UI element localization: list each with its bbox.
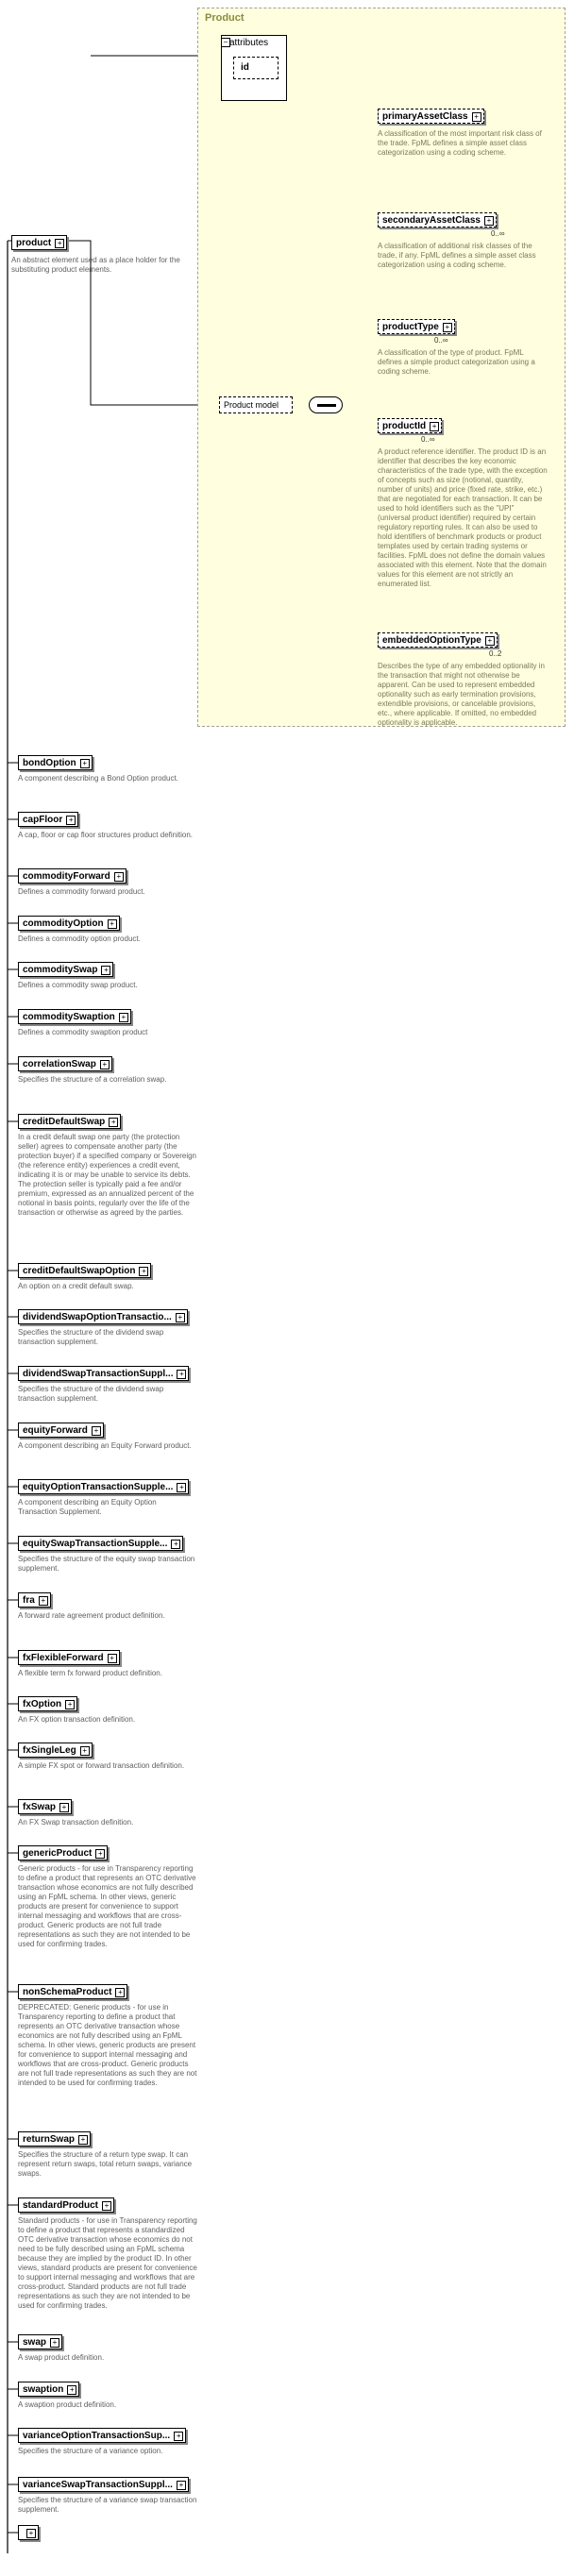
expand-icon[interactable] <box>65 1700 75 1709</box>
element-label: creditDefaultSwapOption <box>23 1266 136 1276</box>
element-description: A simple FX spot or forward transaction definition. <box>18 1761 185 1770</box>
substitute-element[interactable] <box>18 1536 183 1551</box>
product-description: An abstract element used as a place holder for the substituting product elements. <box>11 256 180 274</box>
element-label: correlationSwap <box>23 1059 96 1069</box>
cardinality: 0..∞ <box>434 336 448 345</box>
element-label: dividendSwapOptionTransactio... <box>23 1312 172 1322</box>
element-description: A swaption product definition. <box>18 2400 117 2409</box>
element-description: In a credit default swap one party (the protection seller) agrees to compensate another party (the protection buyer) if a specified company or Sovereign (the reference entity) experiences a credit event, indicating it is or may be unable to service its debts. The protection seller is typically paid a fee and/or premium, expressed as an annualized percent of the notional in basis points, regularly over the life of the transaction or otherwise as agreed by the parties. <box>18 1133 196 1217</box>
attributes-box <box>221 35 287 101</box>
element-label: standardProduct <box>23 2200 99 2211</box>
child-secondaryAssetClass[interactable] <box>378 212 497 227</box>
child-primaryAssetClass[interactable] <box>378 109 484 124</box>
element-label: fra <box>23 1595 35 1606</box>
substitute-element[interactable] <box>18 1479 189 1494</box>
product-model-box[interactable]: Product model <box>219 396 293 413</box>
expand-icon[interactable] <box>443 323 452 332</box>
substitute-element[interactable] <box>18 2477 189 2492</box>
child-label: secondaryAssetClass <box>382 215 481 226</box>
expand-icon[interactable] <box>176 1313 185 1322</box>
element-description: A flexible term fx forward product definition. <box>18 1669 162 1677</box>
element-description: A cap, floor or cap floor structures product definition. <box>18 831 193 839</box>
substitute-element[interactable] <box>18 1845 108 1860</box>
expand-icon[interactable] <box>139 1267 148 1276</box>
cardinality: 0..2 <box>489 649 502 658</box>
element-description: Defines a commodity swap product. <box>18 981 138 989</box>
attribute-id[interactable]: id <box>233 57 279 79</box>
element-label: fxOption <box>23 1699 62 1709</box>
group-title: Product <box>205 12 245 24</box>
element-description: A forward rate agreement product definition. <box>18 1611 165 1620</box>
element-label: genericProduct <box>23 1848 93 1859</box>
substitute-element[interactable] <box>18 1984 127 1999</box>
element-label: equityForward <box>23 1425 88 1436</box>
cardinality: 0..∞ <box>421 435 435 444</box>
substitute-element[interactable] <box>18 1743 93 1758</box>
expand-icon[interactable] <box>67 2385 76 2395</box>
substitute-element[interactable] <box>18 1009 131 1024</box>
child-productType[interactable] <box>378 319 455 334</box>
element-label: capFloor <box>23 815 63 825</box>
element-label: swap <box>23 2337 47 2348</box>
element-description: Specifies the structure of a return type swap. It can represent return swaps, total return swaps, variance swaps. <box>18 2150 193 2178</box>
child-description: Describes the type of any embedded optionality in the transaction that might not otherwise be apparent. Can be used to represent embedded optionality such as early termination provisions, extendible provisions, or cancelable provisions, etc., where applicable. If omitted, no embedded optionality is applicable. <box>378 662 545 727</box>
element-label: varianceOptionTransactionSup... <box>23 2431 171 2441</box>
element-description: Defines a commodity swaption product <box>18 1028 148 1036</box>
child-description: A classification of additional risk classes of the trade, if any. FpML defines a simple asset class categorization using a coding scheme. <box>378 242 536 269</box>
expand-icon[interactable] <box>50 2338 59 2348</box>
child-label: embeddedOptionType <box>382 635 481 646</box>
substitute-element[interactable] <box>18 2428 186 2443</box>
expand-icon[interactable] <box>95 1849 105 1859</box>
element-description: An FX option transaction definition. <box>18 1715 136 1724</box>
element-description: DEPRECATED: Generic products - for use in Transparency reporting to define a product that represents an OTC derivative transaction whose economics are not fully described using an FpML schema. In other views, generic products are present for convenience to support internal messaging and workflows that are cross-product. Generic products are not full trade representations as such they are not intended to be used for confirming trades. <box>18 2003 197 2087</box>
expand-icon[interactable] <box>177 1370 186 1379</box>
expand-icon[interactable] <box>171 1540 180 1549</box>
element-description: Specifies the structure of a correlation swap. <box>18 1075 167 1084</box>
child-description: A classification of the most important risk class of the trade. FpML defines a simple asset class categorization using a coding scheme. <box>378 129 542 157</box>
cardinality: 0..∞ <box>491 229 505 238</box>
substitute-element[interactable] <box>18 1696 77 1711</box>
expand-icon[interactable] <box>108 1654 117 1663</box>
expand-icon[interactable] <box>472 112 481 122</box>
element-description: A component describing a Bond Option product. <box>18 774 178 783</box>
element-label: swaption <box>23 2384 64 2395</box>
expand-icon[interactable] <box>80 759 90 768</box>
element-description: Specifies the structure of the dividend swap transaction supplement. <box>18 1328 164 1346</box>
element-description: Specifies the structure of the dividend swap transaction supplement. <box>18 1385 164 1403</box>
expand-icon[interactable] <box>39 1596 48 1606</box>
substitute-element[interactable] <box>18 2197 114 2213</box>
element-label: creditDefaultSwap <box>23 1117 106 1127</box>
expand-icon[interactable] <box>119 1013 128 1022</box>
element-label: returnSwap <box>23 2134 76 2145</box>
expand-icon[interactable] <box>59 1803 69 1812</box>
substitute-element[interactable] <box>18 1056 112 1071</box>
child-productId[interactable] <box>378 418 442 433</box>
expand-icon[interactable] <box>485 636 495 646</box>
element-label: equityOptionTransactionSupple... <box>23 1482 174 1492</box>
element-label: bondOption <box>23 758 76 768</box>
substitute-element[interactable] <box>18 2334 62 2349</box>
expand-icon[interactable] <box>430 422 439 431</box>
element-label: commoditySwaption <box>23 1012 115 1022</box>
substitute-element[interactable] <box>18 1309 188 1324</box>
expand-icon[interactable] <box>174 2432 183 2441</box>
element-description: An FX Swap transaction definition. <box>18 1818 134 1827</box>
element-description: A component describing an Equity Forward product. <box>18 1441 192 1450</box>
expand-icon[interactable] <box>66 816 76 825</box>
substitute-element[interactable] <box>18 916 120 931</box>
expand-icon[interactable] <box>108 919 117 929</box>
substitute-element[interactable] <box>18 755 93 770</box>
expand-icon[interactable] <box>101 966 110 975</box>
element-description: Defines a commodity option product. <box>18 934 141 943</box>
substitute-element[interactable] <box>18 1650 120 1665</box>
substitute-element[interactable] <box>18 1592 51 1608</box>
element-label: dividendSwapTransactionSuppl... <box>23 1369 174 1379</box>
child-label: productId <box>382 421 427 431</box>
element-label: fxSingleLeg <box>23 1745 76 1756</box>
product-element-label: product <box>16 238 52 248</box>
expand-icon[interactable] <box>80 1746 90 1756</box>
expand-icon[interactable] <box>92 1426 101 1436</box>
element-label: fxSwap <box>23 1802 57 1812</box>
element-description: Generic products - for use in Transparency reporting to define a product that represents an OTC derivative transaction whose economics are not fully described using an FpML schema. In other views, generic products are present for convenience to support internal messaging and workflows that are cross-product. Generic products are not full trade representations as such they are not intended to be used for confirming trades. <box>18 1864 196 1948</box>
sequence-icon <box>317 404 336 407</box>
element-label: nonSchemaProduct <box>23 1987 112 1997</box>
element-description: Specifies the structure of the equity swap transaction supplement. <box>18 1555 195 1573</box>
element-label: commodityForward <box>23 871 110 882</box>
element-description: Specifies the structure of a variance option. <box>18 2447 163 2455</box>
child-embeddedOptionType[interactable] <box>378 632 498 648</box>
expand-icon[interactable] <box>100 1060 110 1069</box>
substitute-element[interactable] <box>18 2525 39 2540</box>
element-label: varianceSwapTransactionSuppl... <box>23 2480 173 2490</box>
substitute-element[interactable] <box>18 1366 189 1381</box>
product-element[interactable] <box>11 235 67 250</box>
element-description: A component describing an Equity Option Transaction Supplement. <box>18 1498 157 1516</box>
expand-icon[interactable] <box>102 2201 111 2211</box>
substitute-element[interactable] <box>18 1799 72 1814</box>
attributes-label: attributes <box>229 38 269 48</box>
element-description: An option on a credit default swap. <box>18 1282 134 1290</box>
expand-icon[interactable] <box>55 239 64 248</box>
substitute-element[interactable] <box>18 1263 151 1278</box>
element-label: commoditySwap <box>23 965 98 975</box>
element-description: Standard products - for use in Transparency reporting to define a product that represents a standardized OTC derivative transaction whose economics do not need to be fully described using an FpML schema because they are implied by the product ID. In other views, standard products are present for convenience to support internal messaging and workflows that are cross-product. Standard products are not full trade representations as such they are not intended to be used for confirming trades. <box>18 2216 197 2310</box>
substitute-element[interactable] <box>18 2382 79 2397</box>
expand-icon[interactable] <box>115 1988 125 1997</box>
substitute-element[interactable] <box>18 812 78 827</box>
substitute-element[interactable] <box>18 1423 104 1438</box>
expand-icon[interactable] <box>78 2135 88 2145</box>
sequence-compositor <box>309 396 343 413</box>
element-description: A swap product definition. <box>18 2353 105 2362</box>
substitute-element[interactable] <box>18 868 127 884</box>
substitute-element[interactable] <box>18 962 113 977</box>
substitute-element[interactable] <box>18 2131 91 2147</box>
collapse-icon[interactable]: − <box>221 38 230 47</box>
expand-icon[interactable] <box>114 872 124 882</box>
element-label: commodityOption <box>23 918 104 929</box>
child-label: primaryAssetClass <box>382 111 468 122</box>
expand-icon[interactable] <box>484 216 494 226</box>
element-description: Defines a commodity forward product. <box>18 887 145 896</box>
expand-icon[interactable] <box>26 2529 36 2538</box>
child-description: A product reference identifier. The product ID is an identifier that describes the key economic characteristics of the trade type, with the exception of concepts such as size (notional, quantity, number of units) and price (fixed rate, strike, etc.) that are negotiated for each transaction. It can be used to hold identifiers such as the "UPI" (universal product identifier) required by certain regulatory reporting rules. It can also be used to hold identifiers of benchmark products or product templates used by certain trading systems or facilities. FpML does not define the domain values associated with this element. Note that the domain values for this element are not strictly an enumerated list. <box>378 447 548 588</box>
root-element <box>11 233 67 250</box>
expand-icon[interactable] <box>177 1483 186 1492</box>
element-label: equitySwapTransactionSupple... <box>23 1539 168 1549</box>
expand-icon[interactable] <box>177 2481 186 2490</box>
child-label: productType <box>382 322 439 332</box>
child-description: A classification of the type of product. FpML defines a simple product categorization using a coding scheme. <box>378 348 535 376</box>
expand-icon[interactable] <box>109 1118 118 1127</box>
element-label: fxFlexibleForward <box>23 1653 104 1663</box>
substitute-element[interactable] <box>18 1114 121 1129</box>
element-description: Specifies the structure of a variance swap transaction supplement. <box>18 2496 197 2514</box>
